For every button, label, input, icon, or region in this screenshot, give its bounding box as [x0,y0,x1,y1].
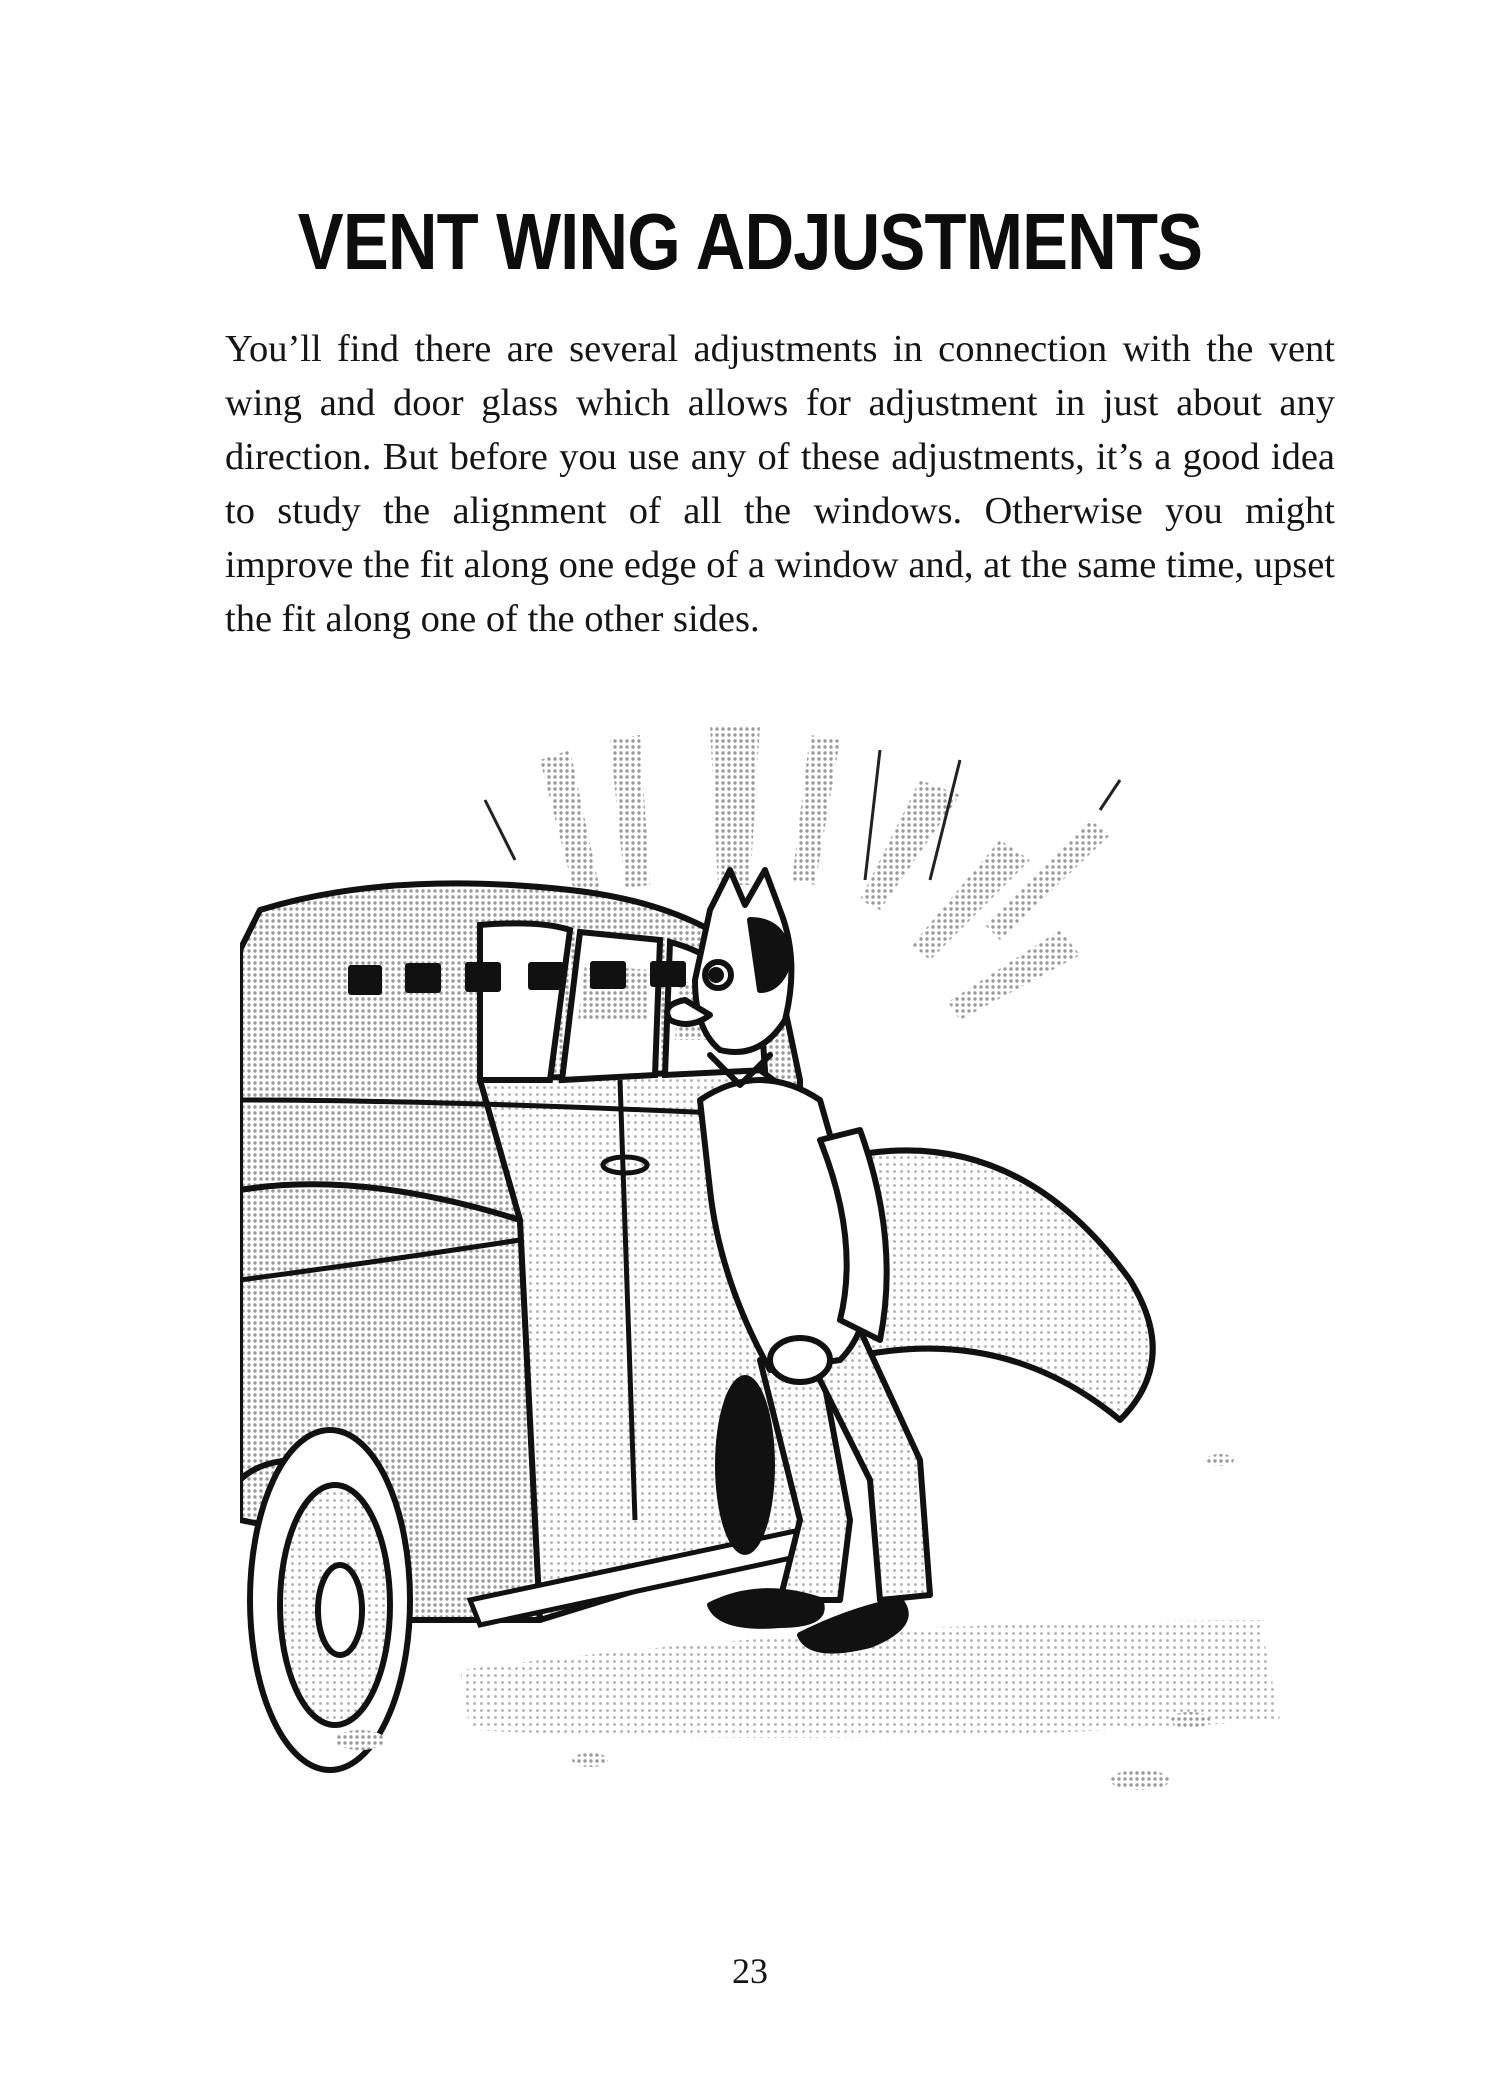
car-mechanic-illustration [240,720,1350,1820]
body-paragraph: You’ll find there are several adjustments in connection with the vent wing and door glass which allows for adjustment in just about any direction. But before you use any of these adjustments, it’s a good idea to study the alignment of all the windows. Otherwise you might improve the fit along one edge of a window and, at the same time, upset the fit along one of the other sides. [225,328,1335,640]
page-title: VENT WING ADJUSTMENTS [297,197,1203,286]
front-wheel [250,1430,410,1770]
page-number: 23 [732,1951,768,1991]
rear-wheel [715,1375,775,1555]
body-paragraph-container [225,322,1335,646]
